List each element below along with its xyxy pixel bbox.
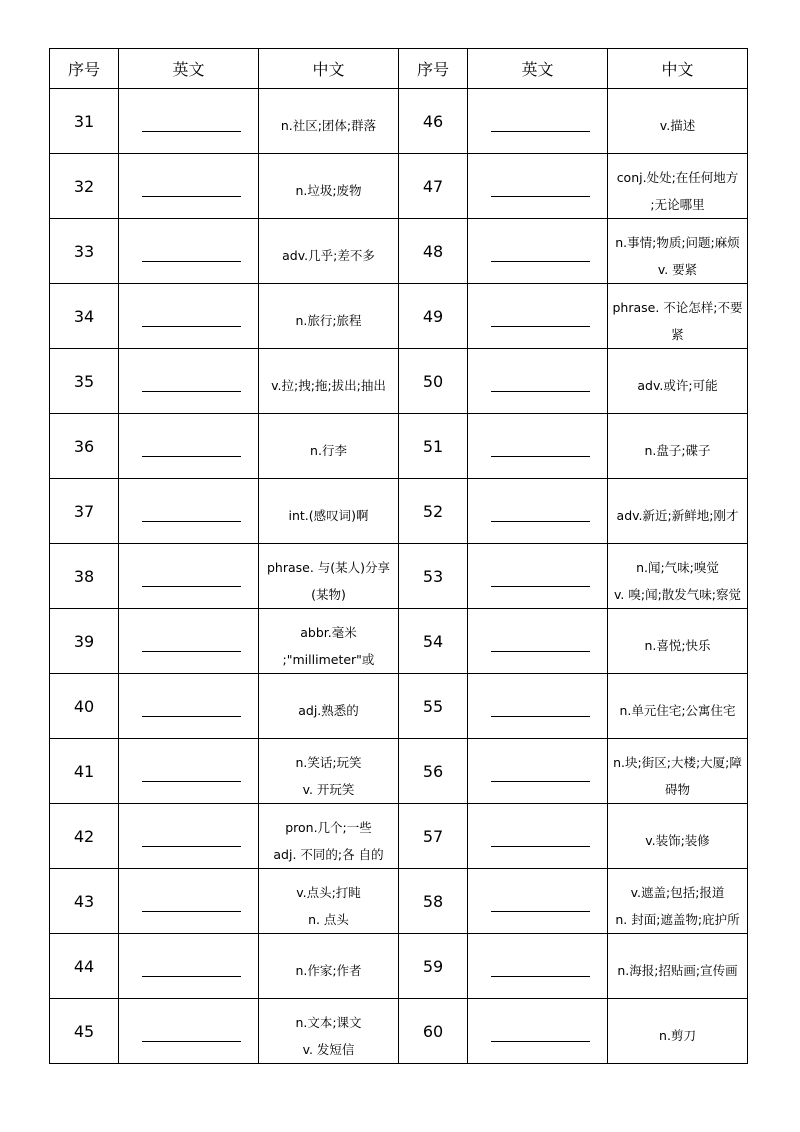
chinese-meaning [259,103,398,139]
meaning-line: v.点头;打盹 [296,884,361,900]
meaning-line: v. 嗅;闻;散发气味;察觉 [613,586,741,602]
chinese-meaning [608,493,747,529]
english-answer-cell [468,414,608,479]
chinese-meaning [259,168,398,204]
english-answer-cell [119,739,259,804]
chinese-meaning-cell [259,609,399,674]
item-number: 41 [50,739,119,804]
table-row [50,544,748,609]
english-answer-cell [119,869,259,934]
meaning-line: n.喜悦;快乐 [644,638,711,653]
meaning-line: n.文本;课文 [295,1014,362,1030]
chinese-meaning-cell [608,154,748,219]
meaning-line: n. 点头 [308,911,349,927]
chinese-meaning-cell [259,804,399,869]
chinese-meaning [608,363,747,399]
chinese-meaning-cell [259,219,399,284]
chinese-meaning-cell [608,414,748,479]
chinese-meaning [608,623,747,659]
chinese-meaning [259,493,398,529]
answer-blank-line [491,651,590,652]
chinese-meaning-cell [608,544,748,609]
header-english-right: 英文 [468,49,608,89]
table-row [50,479,748,544]
chinese-meaning-cell [259,674,399,739]
item-number: 57 [399,804,468,869]
table-row [50,804,748,869]
chinese-meaning-cell [259,869,399,934]
meaning-line: n. 封面;遮盖物;庇护所 [615,911,740,927]
chinese-meaning-cell [608,804,748,869]
chinese-meaning [259,1000,398,1063]
table-row [50,934,748,999]
answer-blank-line [491,196,590,197]
meaning-line: n.笑话;玩笑 [295,754,362,770]
chinese-meaning-cell [259,934,399,999]
answer-blank-line [142,846,241,847]
table-row [50,349,748,414]
chinese-meaning [259,870,398,933]
answer-blank-line [491,716,590,717]
english-answer-cell [468,219,608,284]
english-answer-cell [119,609,259,674]
item-number: 53 [399,544,468,609]
answer-blank-line [491,846,590,847]
meaning-line: conj.处处;在任何地方 [616,169,739,185]
meaning-line: adv.几乎;差不多 [282,248,375,263]
header-chinese-right: 中文 [608,49,748,89]
item-number: 32 [50,154,119,219]
meaning-line: n.单元住宅;公寓住宅 [619,703,736,718]
answer-blank-line [491,326,590,327]
answer-blank-line [142,586,241,587]
item-number: 52 [399,479,468,544]
meaning-line: adj.熟悉的 [298,703,359,718]
chinese-meaning [608,285,747,348]
chinese-meaning [259,363,398,399]
answer-blank-line [142,391,241,392]
answer-blank-line [491,976,590,977]
meaning-line: phrase. 与(某人)分享 [266,559,391,575]
item-number: 58 [399,869,468,934]
meaning-line: v.描述 [659,118,696,133]
answer-blank-line [142,651,241,652]
table-row [50,154,748,219]
meaning-line: v. 开玩笑 [302,781,355,797]
answer-blank-line [491,521,590,522]
chinese-meaning [608,740,747,803]
item-number: 44 [50,934,119,999]
chinese-meaning [259,740,398,803]
table-body [50,89,748,1064]
english-answer-cell [119,999,259,1064]
meaning-line: ;无论哪里 [650,196,705,212]
meaning-line: n.作家;作者 [295,963,362,978]
chinese-meaning-cell [608,349,748,414]
chinese-meaning-cell [608,674,748,739]
chinese-meaning-cell [608,284,748,349]
english-answer-cell [119,804,259,869]
english-answer-cell [119,544,259,609]
meaning-line: adj. 不同的;各 自的 [273,846,384,862]
item-number: 46 [399,89,468,154]
item-number: 55 [399,674,468,739]
table-row [50,89,748,154]
chinese-meaning [259,233,398,269]
chinese-meaning [259,805,398,868]
table-row [50,284,748,349]
answer-blank-line [142,521,241,522]
english-answer-cell [468,934,608,999]
chinese-meaning [259,948,398,984]
english-answer-cell [119,284,259,349]
meaning-line: ;"millimeter"或 [282,651,375,667]
item-number: 38 [50,544,119,609]
english-answer-cell [468,609,608,674]
answer-blank-line [491,586,590,587]
item-number: 34 [50,284,119,349]
answer-blank-line [142,261,241,262]
table-row [50,739,748,804]
meaning-line: n.盘子;碟子 [644,443,711,458]
english-answer-cell [119,934,259,999]
answer-blank-line [491,1041,590,1042]
chinese-meaning-cell [608,89,748,154]
chinese-meaning-cell [259,414,399,479]
item-number: 48 [399,219,468,284]
header-index-right: 序号 [399,49,468,89]
english-answer-cell [119,89,259,154]
item-number: 33 [50,219,119,284]
chinese-meaning-cell [259,739,399,804]
answer-blank-line [142,1041,241,1042]
chinese-meaning [608,688,747,724]
chinese-meaning [608,948,747,984]
english-answer-cell [119,349,259,414]
item-number: 54 [399,609,468,674]
item-number: 49 [399,284,468,349]
chinese-meaning [608,1013,747,1049]
english-answer-cell [468,349,608,414]
answer-blank-line [142,196,241,197]
answer-blank-line [142,976,241,977]
chinese-meaning-cell [259,544,399,609]
meaning-line: v.遮盖;包括;报道 [630,884,725,900]
vocabulary-table [49,48,748,1064]
english-answer-cell [468,154,608,219]
table-row [50,414,748,479]
item-number: 56 [399,739,468,804]
answer-blank-line [491,911,590,912]
chinese-meaning [608,818,747,854]
meaning-line: v.拉;拽;拖;拔出;抽出 [271,378,386,393]
answer-blank-line [142,326,241,327]
meaning-line: abbr.毫米 [300,624,357,640]
english-answer-cell [468,804,608,869]
chinese-meaning [608,220,747,283]
meaning-line: adv.或许;可能 [637,378,718,393]
answer-blank-line [491,261,590,262]
meaning-line: 碍物 [664,781,690,797]
table-row [50,674,748,739]
item-number: 51 [399,414,468,479]
english-answer-cell [119,479,259,544]
meaning-line: n.垃圾;废物 [295,183,362,198]
header-row [50,49,748,89]
meaning-line: n.块;街区;大楼;大厦;障 [613,754,742,770]
chinese-meaning-cell [608,609,748,674]
item-number: 31 [50,89,119,154]
meaning-line: n.事情;物质;问题;麻烦 [615,234,740,250]
chinese-meaning-cell [259,349,399,414]
chinese-meaning [259,298,398,334]
chinese-meaning-cell [259,999,399,1064]
item-number: 37 [50,479,119,544]
meaning-line: n.社区;团体;群落 [280,118,377,133]
meaning-line: adv.新近;新鲜地;刚才 [616,508,739,523]
meaning-line: int.(感叹词)啊 [288,508,369,523]
chinese-meaning-cell [259,284,399,349]
meaning-line: n.闻;气味;嗅觉 [636,559,719,575]
item-number: 39 [50,609,119,674]
item-number: 36 [50,414,119,479]
item-number: 43 [50,869,119,934]
item-number: 59 [399,934,468,999]
item-number: 35 [50,349,119,414]
item-number: 60 [399,999,468,1064]
english-answer-cell [468,999,608,1064]
table-row [50,999,748,1064]
chinese-meaning [608,870,747,933]
english-answer-cell [119,674,259,739]
chinese-meaning [608,155,747,218]
item-number: 40 [50,674,119,739]
chinese-meaning [259,610,398,673]
chinese-meaning-cell [259,154,399,219]
chinese-meaning [608,545,747,608]
answer-blank-line [491,131,590,132]
answer-blank-line [491,781,590,782]
chinese-meaning-cell [608,479,748,544]
english-answer-cell [119,219,259,284]
meaning-line: n.剪刀 [659,1028,696,1043]
meaning-line: v. 发短信 [302,1041,355,1057]
chinese-meaning-cell [608,869,748,934]
chinese-meaning [259,428,398,464]
meaning-line: n.行李 [310,443,347,458]
chinese-meaning-cell [608,219,748,284]
item-number: 47 [399,154,468,219]
chinese-meaning [608,103,747,139]
answer-blank-line [142,131,241,132]
english-answer-cell [468,284,608,349]
table-row [50,609,748,674]
chinese-meaning [608,428,747,464]
header-chinese-left: 中文 [259,49,399,89]
english-answer-cell [119,414,259,479]
english-answer-cell [468,479,608,544]
chinese-meaning-cell [608,999,748,1064]
meaning-line: 紧 [671,326,684,342]
chinese-meaning-cell [259,479,399,544]
meaning-line: n.海报;招贴画;宣传画 [617,963,738,978]
english-answer-cell [468,869,608,934]
table-row [50,219,748,284]
table-row [50,869,748,934]
meaning-line: n.旅行;旅程 [295,313,362,328]
item-number: 42 [50,804,119,869]
meaning-line: pron.几个;一些 [285,819,372,835]
english-answer-cell [468,674,608,739]
chinese-meaning [259,688,398,724]
chinese-meaning-cell [608,739,748,804]
chinese-meaning-cell [259,89,399,154]
meaning-line: (某物) [311,586,346,602]
english-answer-cell [468,544,608,609]
answer-blank-line [491,456,590,457]
english-answer-cell [119,154,259,219]
meaning-line: v.装饰;装修 [645,833,710,848]
meaning-line: v. 要紧 [657,261,698,277]
item-number: 45 [50,999,119,1064]
english-answer-cell [468,89,608,154]
answer-blank-line [491,391,590,392]
english-answer-cell [468,739,608,804]
chinese-meaning [259,545,398,608]
header-index-left: 序号 [50,49,119,89]
answer-blank-line [142,911,241,912]
header-english-left: 英文 [119,49,259,89]
item-number: 50 [399,349,468,414]
answer-blank-line [142,456,241,457]
answer-blank-line [142,716,241,717]
meaning-line: phrase. 不论怎样;不要 [612,299,743,315]
answer-blank-line [142,781,241,782]
chinese-meaning-cell [608,934,748,999]
